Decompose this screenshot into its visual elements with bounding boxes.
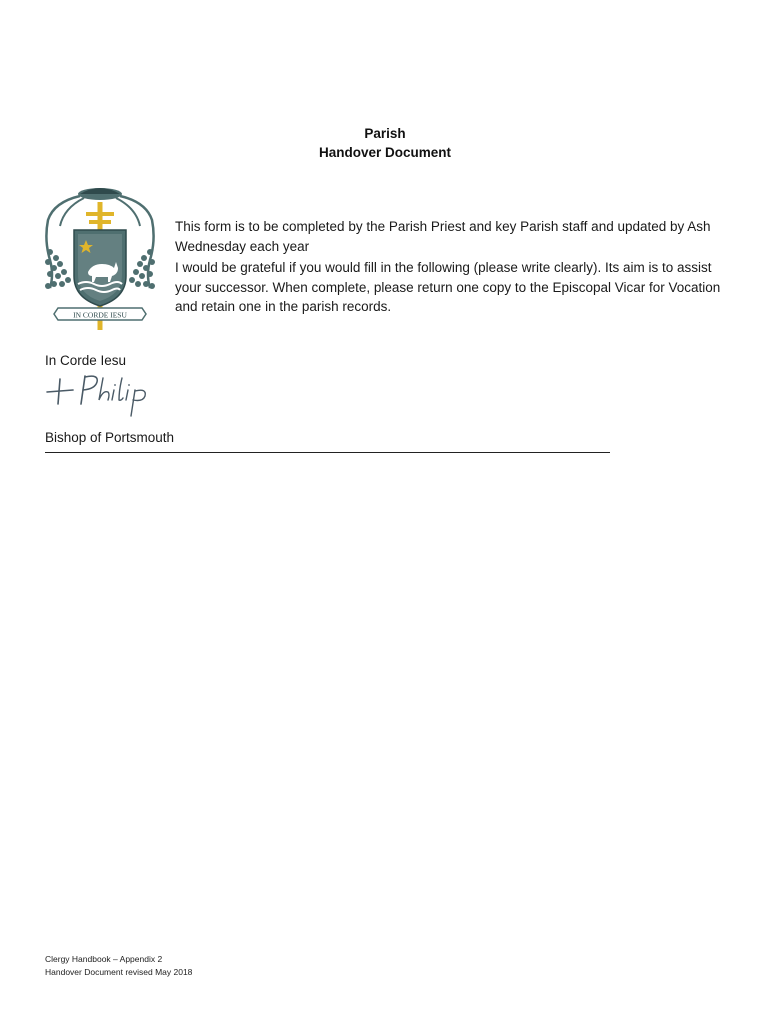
signer-title: Bishop of Portsmouth — [45, 430, 175, 445]
title-parish: Parish — [364, 126, 406, 141]
title-handover-document: Handover Document — [318, 145, 452, 160]
horizontal-rule — [45, 452, 610, 453]
bishop-signature — [45, 370, 165, 420]
intro-paragraph-2: I would be grateful if you would fill in the following (please write clearly). Its aim is to assist your successor. When complete, please return one copy to the Episcopal Vicar for Vocation and retain one in the parish records. — [175, 260, 721, 314]
crest-motto: IN CORDE IESU — [73, 310, 127, 320]
intro-paragraph-1: This form is to be completed by the Parish Priest and key Parish staff and updated by Ash Wednesday each year — [175, 219, 711, 254]
page-footer — [45, 953, 192, 978]
diocese-crest-logo — [40, 180, 160, 340]
document-title — [0, 124, 770, 162]
intro-text — [175, 217, 735, 319]
closing-salutation: In Corde Iesu — [45, 353, 127, 368]
footer-line-2: Handover Document revised May 2018 — [45, 966, 193, 977]
footer-line-1: Clergy Handbook – Appendix 2 — [45, 954, 163, 964]
